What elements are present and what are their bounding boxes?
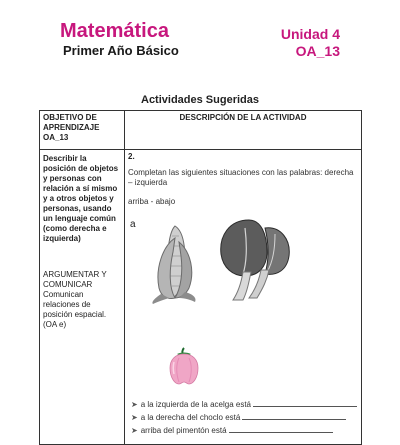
arrow-icon: ➤ [131, 413, 138, 422]
question-item [131, 424, 357, 437]
objective-cell [40, 150, 125, 445]
skill-description: Comunican relaciones de posición espacial. (OA e) [43, 290, 107, 329]
activity-number: 2. [128, 152, 135, 161]
section-title: Actividades Sugeridas [141, 94, 259, 106]
corn-icon [149, 222, 201, 306]
header-code: OA_13 [295, 43, 340, 59]
skill-title: ARGUMENTAR Y COMUNICAR [43, 270, 107, 289]
question-text: a la derecha del choclo está [140, 413, 241, 422]
description-header: DESCRIPCIÓN DE LA ACTIVIDAD [125, 111, 362, 150]
activity-words: arriba - abajo [128, 197, 176, 206]
arrow-icon: ➤ [131, 400, 138, 409]
answer-line[interactable] [242, 411, 346, 420]
question-list [131, 398, 357, 437]
question-text: arriba del pimentón está [140, 426, 227, 435]
answer-line[interactable] [229, 424, 333, 433]
header-unit: Unidad 4 [280, 26, 340, 42]
objective-header: OBJETIVO DE APRENDIZAJE OA_13 [40, 111, 125, 150]
activity-instruction: Completan las siguientes situaciones con las palabras: derecha – izquierda [128, 168, 354, 187]
answer-line[interactable] [253, 398, 357, 407]
chard-icon [217, 214, 293, 302]
bell-pepper-icon [167, 346, 201, 386]
question-text: a la izquierda de la acelga está [140, 400, 251, 409]
arrow-icon: ➤ [131, 426, 138, 435]
header-subtitle: Primer Año Básico [63, 43, 179, 58]
header-title: Matemática [60, 20, 169, 42]
objective-text: Describir la posición de objetos y personas con relación a sí mismo y a otros objetos y personas, usando un lenguaje común (como derecha e izquierda) [43, 154, 119, 243]
item-letter: a [130, 219, 136, 230]
description-cell [125, 150, 362, 445]
question-item [131, 411, 357, 424]
activities-table [39, 110, 362, 445]
